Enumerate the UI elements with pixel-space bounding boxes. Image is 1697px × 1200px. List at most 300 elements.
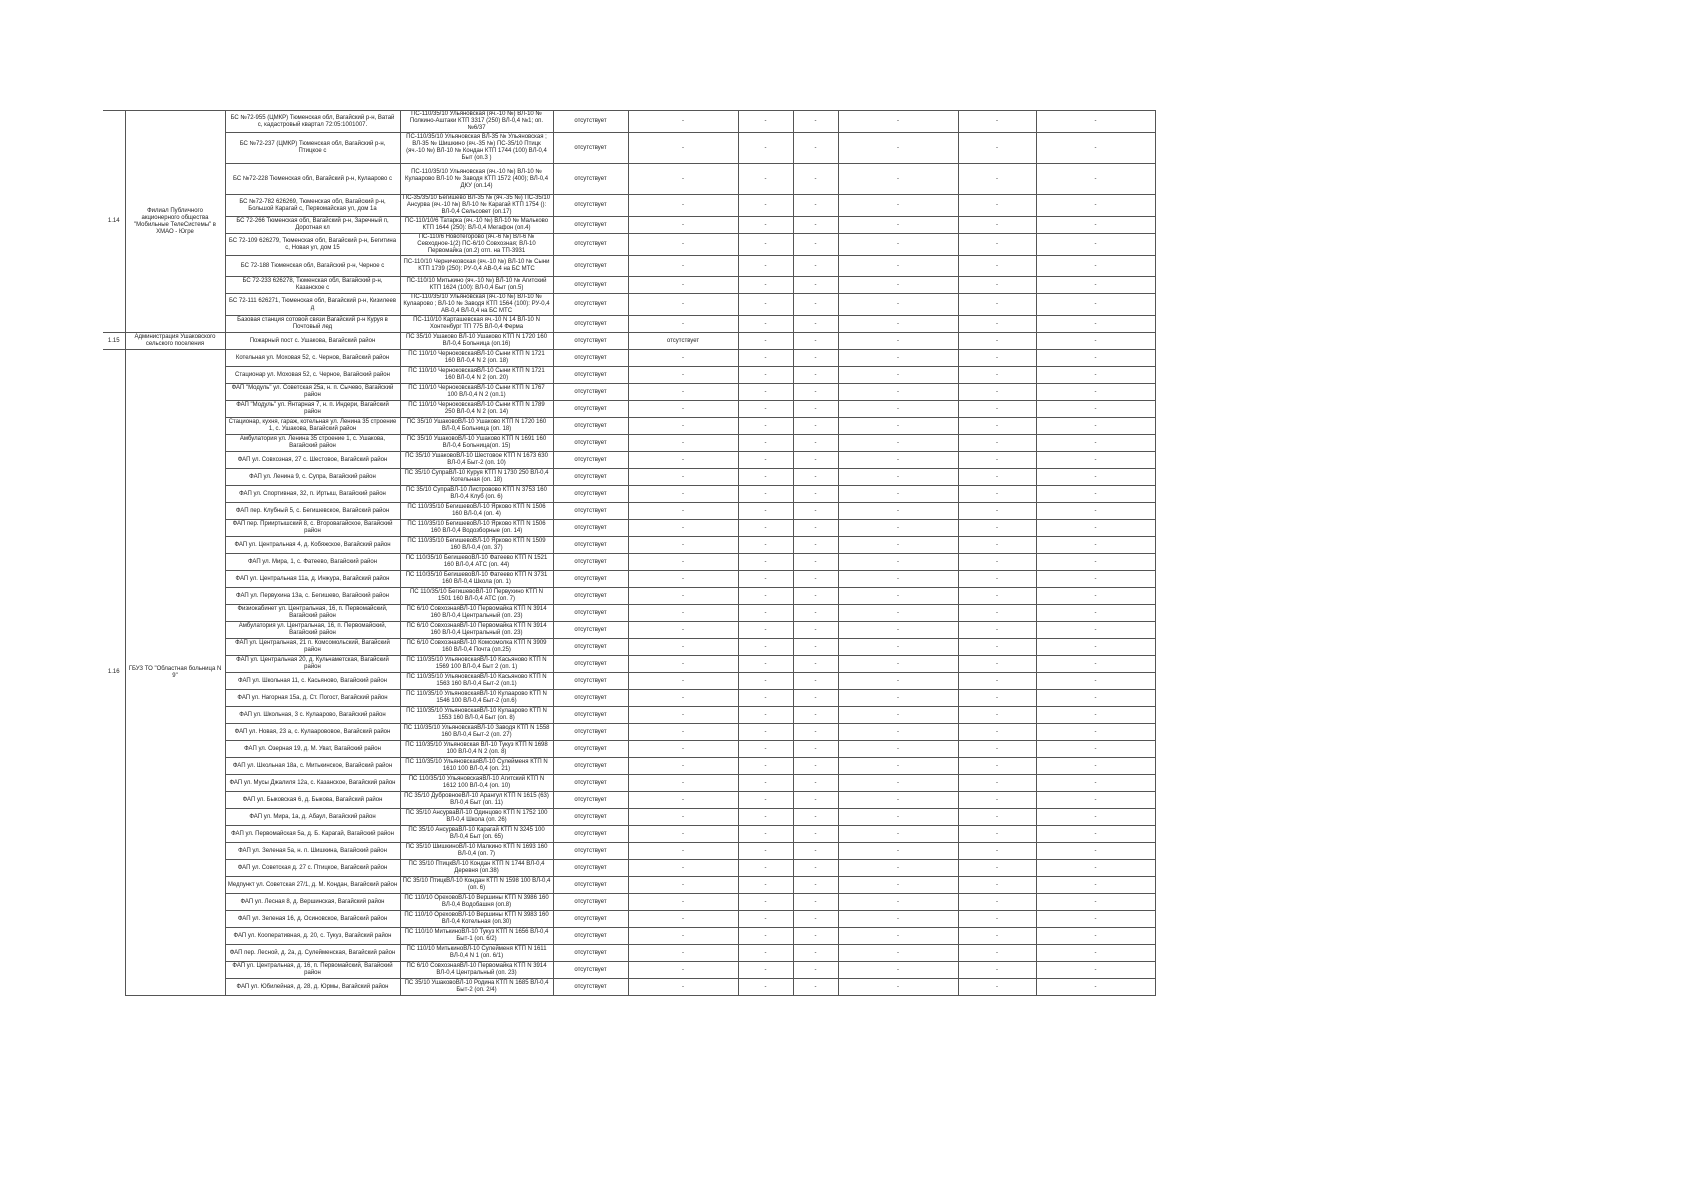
dash-cell: - [958,826,1036,843]
power-source-cell: ПС 110/10 ЧерноковскаяВЛ-10 Сыни КТП N 1767 100 ВЛ-0,4 N 2 (оп.1) [400,384,553,401]
dash-cell: - [738,673,793,690]
dash-cell: - [1036,724,1155,741]
object-cell: ФАП ул. Школьная 18а, с. Митькинское, Вагайский район [225,758,400,775]
dash-cell: - [738,133,793,164]
value-cell: - [628,656,738,673]
value-cell: - [628,673,738,690]
table-row [103,418,1155,435]
dash-cell: - [838,503,958,520]
dash-cell: - [793,418,838,435]
value-cell: - [628,486,738,503]
power-source-cell: ПС-110/6 Новотегорово (яч.-6 №) ВЛ-6 № Севходное-1(2) ПС-6/10 Совхозная; ВЛ-10 Первомайка (оп.2) отп. на ТП-3931 [400,234,553,256]
value-cell: - [628,724,738,741]
dash-cell: - [793,384,838,401]
dash-cell: - [1036,673,1155,690]
dash-cell: - [958,384,1036,401]
status-cell: отсутствует [553,520,628,537]
value-cell: - [628,316,738,333]
value-cell: - [628,367,738,384]
dash-cell: - [838,809,958,826]
value-cell: - [628,741,738,758]
object-cell: БС 72-188 Тюменская обл, Вагайский р-н, Черное с [225,256,400,277]
value-cell: - [628,690,738,707]
dash-cell: - [793,656,838,673]
value-cell: - [628,217,738,234]
object-cell: ФАП ул. Спортивная, 32, п. Иртыш, Вагайский район [225,486,400,503]
dash-cell: - [1036,277,1155,294]
object-cell: ФАП ул. Центральная 11а, д. Инжура, Вагайский район [225,571,400,588]
dash-cell: - [1036,877,1155,894]
dash-cell: - [738,294,793,316]
dash-cell: - [738,605,793,622]
dash-cell: - [793,164,838,195]
value-cell: - [628,294,738,316]
status-cell: отсутствует [553,401,628,418]
status-cell: отсутствует [553,877,628,894]
dash-cell: - [958,133,1036,164]
value-cell: - [628,418,738,435]
dash-cell: - [793,758,838,775]
dash-cell: - [958,256,1036,277]
power-source-cell: ПС-110/10/6 Татарка (яч.-10 №) ВЛ-10 № Мальково КТП 1644 (250): ВЛ-0,4 Мегафон (оп.4) [400,217,553,234]
value-cell: - [628,234,738,256]
value-cell: - [628,111,738,133]
dash-cell: - [1036,503,1155,520]
dash-cell: - [1036,639,1155,656]
dash-cell: - [1036,775,1155,792]
dash-cell: - [793,401,838,418]
dash-cell: - [793,350,838,367]
dash-cell: - [838,234,958,256]
table-row [103,622,1155,639]
dash-cell: - [838,826,958,843]
dash-cell: - [838,367,958,384]
dash-cell: - [793,690,838,707]
value-cell: - [628,962,738,979]
dash-cell: - [1036,234,1155,256]
table-body [103,111,1155,996]
value-cell: - [628,537,738,554]
table-row [103,775,1155,792]
dash-cell: - [793,826,838,843]
dash-cell: - [738,826,793,843]
power-source-cell: ПС 110/35/10 УльяновскаяВЛ-10 Кулаарово КТП N 1546 100 ВЛ-0,4 Быт-2 (оп.6) [400,690,553,707]
dash-cell: - [738,503,793,520]
power-source-cell: ПС 110/10 ЧерноковскаяВЛ-10 Сыни КТП N 1721 160 ВЛ-0,4 N 2 (оп. 20) [400,367,553,384]
dash-cell: - [738,911,793,928]
dash-cell: - [958,894,1036,911]
dash-cell: - [793,316,838,333]
status-cell: отсутствует [553,826,628,843]
dash-cell: - [1036,418,1155,435]
dash-cell: - [1036,554,1155,571]
power-source-cell: ПС 110/35/10 УльяновскаяВЛ-10 Касьяново КТП N 1563 160 ВЛ-0,4 Быт-2 (оп.1) [400,673,553,690]
dash-cell: - [1036,979,1155,996]
object-cell: БС 72-111 626271, Тюменская обл, Вагайский р-н, Кизилеев д [225,294,400,316]
table-row [103,554,1155,571]
table-row [103,741,1155,758]
object-cell: БС №72-228 Тюменская обл, Вагайский р-н, Кулаарово с [225,164,400,195]
table-row [103,469,1155,486]
dash-cell: - [793,792,838,809]
dash-cell: - [1036,826,1155,843]
power-source-cell: ПС 35/10 СупраВЛ-10 Куруя КТП N 1730 250 ВЛ-0,4 Котельная (оп. 18) [400,469,553,486]
table-row [103,520,1155,537]
dash-cell: - [793,860,838,877]
dash-cell: - [958,537,1036,554]
dash-cell: - [958,588,1036,605]
dash-cell: - [738,277,793,294]
status-cell: отсутствует [553,503,628,520]
object-cell: ФАП ул. Мира, 1, с. Фатеево, Вагайский район [225,554,400,571]
dash-cell: - [838,639,958,656]
dash-cell: - [838,164,958,195]
value-cell: - [628,256,738,277]
object-cell: Амбулатория ул. Ленина 35 строение 1, с. Ушакова, Вагайский район [225,435,400,452]
dash-cell: - [1036,333,1155,350]
table-row [103,537,1155,554]
dash-cell: - [793,622,838,639]
value-cell: - [628,469,738,486]
dash-cell: - [838,554,958,571]
dash-cell: - [838,217,958,234]
dash-cell: - [738,469,793,486]
dash-cell: - [958,639,1036,656]
status-cell: отсутствует [553,133,628,164]
dash-cell: - [958,195,1036,217]
dash-cell: - [1036,367,1155,384]
status-cell: отсутствует [553,809,628,826]
status-cell: отсутствует [553,707,628,724]
dash-cell: - [793,673,838,690]
power-source-cell: ПС 110/35/10 Ульяновская ВЛ-10 Тукуз КТП N 1698 100 ВЛ-0,4 N 2 (оп. 8) [400,741,553,758]
object-cell: ФАП ул. Первухина 13а, с. Бегишево, Вагайский район [225,588,400,605]
dash-cell: - [1036,256,1155,277]
object-cell: Физиокабинет ул. Центральная, 16, п. Первомайский, Вагайский район [225,605,400,622]
dash-cell: - [838,605,958,622]
dash-cell: - [1036,656,1155,673]
status-cell: отсутствует [553,469,628,486]
dash-cell: - [958,843,1036,860]
status-cell: отсутствует [553,605,628,622]
dash-cell: - [838,860,958,877]
power-source-cell: ПС 110/35/10 УльяновскаяВЛ-10 Сулейменя КТП N 1610 100 ВЛ-0,4 (оп. 21) [400,758,553,775]
dash-cell: - [838,588,958,605]
object-cell: ФАП ул. Зеленая 5а, н. п. Шишкина, Вагайский район [225,843,400,860]
dash-cell: - [738,316,793,333]
dash-cell: - [793,843,838,860]
dash-cell: - [958,809,1036,826]
power-source-cell: ПС 6/10 СовхознаяВЛ-10 Первомайка КТП N 3914 ВЛ-0,4 Центральный (оп. 23) [400,962,553,979]
table-row [103,401,1155,418]
dash-cell: - [793,775,838,792]
object-cell: Медпункт ул. Советская 27/1, д. М. Кондан, Вагайский район [225,877,400,894]
status-cell: отсутствует [553,316,628,333]
object-cell: Стационар, кухня, гараж, котельная ул. Ленина 35 строение 1, с. Ушакова, Вагайский район [225,418,400,435]
dash-cell: - [1036,588,1155,605]
status-cell: отсутствует [553,384,628,401]
table-row [103,826,1155,843]
table-row [103,277,1155,294]
status-cell: отсутствует [553,435,628,452]
power-source-cell: ПС 110/10 ОреховоВЛ-10 Вершины КТП N 3986 160 ВЛ-0,4 Водобашня (оп.8) [400,894,553,911]
dash-cell: - [738,234,793,256]
dash-cell: - [958,792,1036,809]
dash-cell: - [958,571,1036,588]
section-number: 1.16 [103,350,125,996]
power-source-cell: ПС 35/10 СупраВЛ-10 Листровово КТП N 3753 160 ВЛ-0,4 Клуб (оп. 6) [400,486,553,503]
table-row [103,164,1155,195]
dash-cell: - [738,877,793,894]
dash-cell: - [793,809,838,826]
object-cell: ФАП "Модуль" ул. Янтарная 7, н. п. Индери, Вагайский район [225,401,400,418]
object-cell: ФАП пер. Клубный 5, с. Бегишевское, Вагайский район [225,503,400,520]
dash-cell: - [958,217,1036,234]
dash-cell: - [738,520,793,537]
object-cell: ФАП ул. Совхозная, 27 с. Шестовое, Вагайский район [225,452,400,469]
value-cell: - [628,809,738,826]
dash-cell: - [838,133,958,164]
table-row [103,843,1155,860]
dash-cell: - [738,707,793,724]
dash-cell: - [838,911,958,928]
dash-cell: - [958,605,1036,622]
power-source-cell: ПС 35/10 ШишкиноВЛ-10 Малкино КТП N 1693 160 ВЛ-0,4 (оп. 7) [400,843,553,860]
dash-cell: - [958,554,1036,571]
dash-cell: - [738,588,793,605]
dash-cell: - [838,792,958,809]
organization-name: Администрация Ушаковского сельского поселения [125,333,225,350]
dash-cell: - [958,435,1036,452]
table-row [103,945,1155,962]
value-cell: - [628,945,738,962]
dash-cell: - [1036,945,1155,962]
table-row [103,656,1155,673]
power-source-cell: ПС-110/35/10 Ульяновская ВЛ-35 № Ульяновская ; ВЛ-35 № Шишкино (яч.-35 №) ПС-35/10 Птицк (яч.-10 №) ВЛ-10 № Кондан КТП 1744 (100) ВЛ-0,4 Быт (оп.3 ) [400,133,553,164]
power-source-cell: ПС 6/10 СовхознаяВЛ-10 Комсомолка КТП N 3909 160 ВЛ-0,4 Почта (оп.25) [400,639,553,656]
dash-cell: - [793,503,838,520]
dash-cell: - [1036,133,1155,164]
power-source-cell: ПС 110/35/10 БегишевоВЛ-10 Ярково КТП N 1509 160 ВЛ-0,4 (оп. 37) [400,537,553,554]
dash-cell: - [738,452,793,469]
status-cell: отсутствует [553,571,628,588]
dash-cell: - [1036,860,1155,877]
value-cell: - [628,826,738,843]
dash-cell: - [838,571,958,588]
dash-cell: - [738,622,793,639]
object-cell: ФАП ул. Новая, 23 а, с. Кулаарововое, Вагайский район [225,724,400,741]
dash-cell: - [738,775,793,792]
object-cell: ФАП пер. Прииртышский 8, с. Второвагайское, Вагайский район [225,520,400,537]
value-cell: - [628,452,738,469]
dash-cell: - [738,350,793,367]
dash-cell: - [1036,690,1155,707]
power-source-cell: ПС 35/10 ДубровноеВЛ-10 Арангул КТП N 1615 (63) ВЛ-0,4 Быт (оп. 11) [400,792,553,809]
dash-cell: - [738,537,793,554]
dash-cell: - [958,316,1036,333]
status-cell: отсутствует [553,775,628,792]
object-cell: ФАП ул. Нагорная 15а, д. Ст. Погост, Вагайский район [225,690,400,707]
dash-cell: - [1036,452,1155,469]
dash-cell: - [1036,435,1155,452]
status-cell: отсутствует [553,962,628,979]
value-cell: - [628,639,738,656]
dash-cell: - [958,673,1036,690]
power-source-cell: ПС-110/35/10 Ульяновская (яч.-10 №) ВЛ-10 № Кулаарово ; ВЛ-10 № Заводя КТП 1564 (100): РУ-0,4 АВ-0,4 ВЛ-0,4 на БС МТС [400,294,553,316]
dash-cell: - [793,367,838,384]
table-row [103,133,1155,164]
value-cell: - [628,350,738,367]
object-cell: ФАП ул. Лесная 8, д. Вершинская, Вагайский район [225,894,400,911]
dash-cell: - [738,945,793,962]
status-cell: отсутствует [553,277,628,294]
power-source-cell: ПС 110/35/10 БегишевоВЛ-10 Первухино КТП N 1501 160 ВЛ-0,4 АТС (оп. 7) [400,588,553,605]
value-cell: - [628,877,738,894]
dash-cell: - [1036,605,1155,622]
dash-cell: - [1036,911,1155,928]
dash-cell: - [838,656,958,673]
dash-cell: - [793,195,838,217]
dash-cell: - [738,217,793,234]
dash-cell: - [958,860,1036,877]
dash-cell: - [738,571,793,588]
status-cell: отсутствует [553,690,628,707]
status-cell: отсутствует [553,333,628,350]
dash-cell: - [793,111,838,133]
table-row [103,588,1155,605]
dash-cell: - [958,690,1036,707]
dash-cell: - [958,741,1036,758]
table-row [103,860,1155,877]
value-cell: - [628,843,738,860]
status-cell: отсутствует [553,911,628,928]
dash-cell: - [738,724,793,741]
dash-cell: - [838,673,958,690]
object-cell: ФАП ул. Быковская 6, д. Быкова, Вагайский район [225,792,400,809]
dash-cell: - [838,690,958,707]
dash-cell: - [838,111,958,133]
power-source-cell: ПС 110/35/10 БегишевоВЛ-10 Фатеево КТП N 1521 160 ВЛ-0,4 АТС (оп. 44) [400,554,553,571]
dash-cell: - [958,333,1036,350]
dash-cell: - [793,639,838,656]
dash-cell: - [838,962,958,979]
object-cell: ФАП пер. Лесной, д. 2а, д. Сулейменская, Вагайский район [225,945,400,962]
dash-cell: - [838,195,958,217]
object-cell: БС 72-266 Тюменская обл, Вагайский р-н, Заречный п, Доротная кл [225,217,400,234]
value-cell: - [628,195,738,217]
dash-cell: - [738,333,793,350]
table-row [103,384,1155,401]
status-cell: отсутствует [553,452,628,469]
power-source-cell: ПС 6/10 СовхознаяВЛ-10 Первомайка КТП N 3914 160 ВЛ-0,4 Центральный (оп. 23) [400,622,553,639]
dash-cell: - [838,741,958,758]
dash-cell: - [793,469,838,486]
dash-cell: - [958,469,1036,486]
power-source-cell: ПС 110/35/10 УльяновскаяВЛ-10 Агитский КТП N 1612 100 ВЛ-0,4 (оп. 10) [400,775,553,792]
status-cell: отсутствует [553,979,628,996]
object-cell: БС 72-109 626279, Тюменская обл, Вагайский р-н, Бегитина с, Новая ул, дом 15 [225,234,400,256]
dash-cell: - [838,520,958,537]
dash-cell: - [1036,962,1155,979]
table-row [103,877,1155,894]
table-row [103,571,1155,588]
dash-cell: - [738,894,793,911]
dash-cell: - [738,418,793,435]
status-cell: отсутствует [553,928,628,945]
dash-cell: - [793,945,838,962]
table-row [103,367,1155,384]
table-row [103,962,1155,979]
dash-cell: - [958,164,1036,195]
dash-cell: - [838,350,958,367]
status-cell: отсутствует [553,367,628,384]
dash-cell: - [958,520,1036,537]
power-source-cell: ПС 110/35/10 УльяновскаяВЛ-10 Касьяново КТП N 1569 100 ВЛ-0,4 Быт 2 (оп. 1) [400,656,553,673]
power-source-cell: ПС 110/10 МитькиноВЛ-10 Сулейменя КТП N 1611 ВЛ-0,4 N 1 (оп. 6/1) [400,945,553,962]
object-cell: Амбулатория ул. Центральная, 16, п. Первомайский, Вагайский район [225,622,400,639]
dash-cell: - [793,724,838,741]
dash-cell: - [793,911,838,928]
status-cell: отсутствует [553,741,628,758]
power-source-cell: ПС 110/10 ЧерноковскаяВЛ-10 Сыни КТП N 1721 160 ВЛ-0,4 N 2 (оп. 18) [400,350,553,367]
dash-cell: - [838,401,958,418]
power-source-cell: ПС-110/10 Карташевская яч.-10 N 14 ВЛ-10 N Хонтенбург ТП 775 ВЛ-0,4 Ферма [400,316,553,333]
outage-objects-table [103,110,1156,996]
object-cell: ФАП ул. Юбилейная, д. 28, д. Юрмы, Вагайский район [225,979,400,996]
dash-cell: - [793,928,838,945]
value-cell: - [628,277,738,294]
status-cell: отсутствует [553,111,628,133]
value-cell: - [628,707,738,724]
power-source-cell: ПС 110/10 ЧерноковскаяВЛ-10 Сыни КТП N 1789 250 ВЛ-0,4 N 2 (оп. 14) [400,401,553,418]
dash-cell: - [1036,469,1155,486]
status-cell: отсутствует [553,622,628,639]
power-source-cell: ПС 35/10 УшаковоВЛ-10 Родина КТП N 1685 ВЛ-0,4 Быт-2 (оп. 2/4) [400,979,553,996]
value-cell: - [628,605,738,622]
value-cell: - [628,133,738,164]
dash-cell: - [1036,164,1155,195]
status-cell: отсутствует [553,656,628,673]
table-row [103,195,1155,217]
dash-cell: - [1036,111,1155,133]
status-cell: отсутствует [553,164,628,195]
dash-cell: - [958,277,1036,294]
status-cell: отсутствует [553,894,628,911]
dash-cell: - [1036,294,1155,316]
status-cell: отсутствует [553,418,628,435]
dash-cell: - [793,537,838,554]
status-cell: отсутствует [553,673,628,690]
value-cell: - [628,758,738,775]
power-source-cell: ПС 35/10 АнсурваВЛ-10 Одинцово КТП N 1752 100 ВЛ-0,4 Школа (оп. 26) [400,809,553,826]
value-cell: - [628,979,738,996]
dash-cell: - [1036,486,1155,503]
dash-cell: - [838,775,958,792]
dash-cell: - [738,656,793,673]
dash-cell: - [958,401,1036,418]
dash-cell: - [1036,217,1155,234]
dash-cell: - [1036,571,1155,588]
value-cell: - [628,928,738,945]
status-cell: отсутствует [553,350,628,367]
status-cell: отсутствует [553,234,628,256]
status-cell: отсутствует [553,860,628,877]
power-source-cell: ПС 110/35/10 БегишевоВЛ-10 Ярково КТП N 1506 160 ВЛ-0,4 (оп. 4) [400,503,553,520]
dash-cell: - [1036,350,1155,367]
value-cell: - [628,792,738,809]
table-row [103,673,1155,690]
object-cell: ФАП ул. Центральная, 21 п. Комсомольский, Вагайский район [225,639,400,656]
